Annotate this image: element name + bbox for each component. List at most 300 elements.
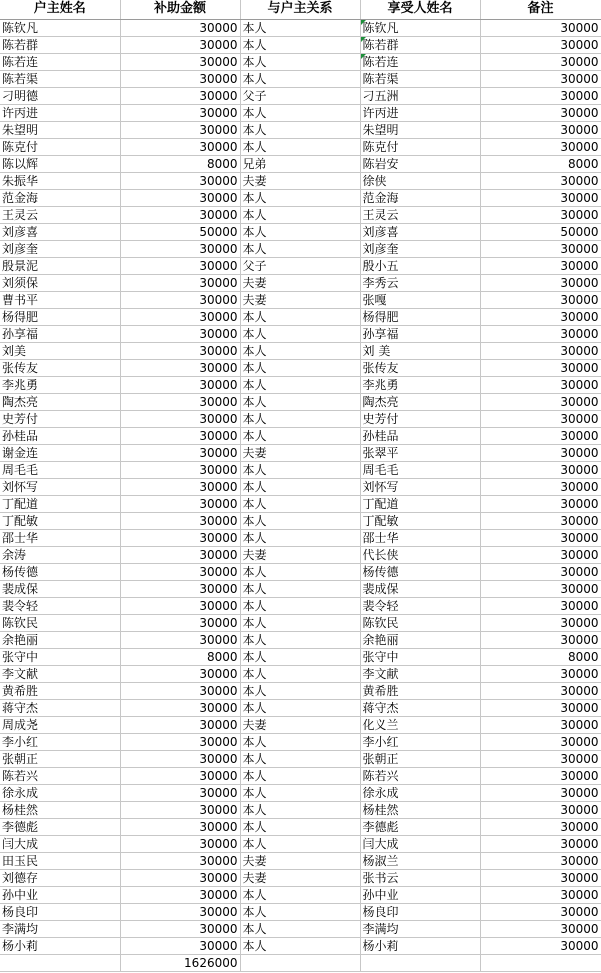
remarks-cell[interactable]: 30000 [480, 359, 601, 376]
table-row [0, 563, 601, 580]
remarks-cell[interactable]: 30000 [480, 750, 601, 767]
household-name-cell[interactable]: 殷景泥 [0, 257, 120, 274]
header-household-name[interactable]: 户主姓名 [0, 0, 120, 19]
beneficiary-name-cell[interactable]: 李德彪 [360, 818, 480, 835]
subsidy-amount-cell[interactable]: 30000 [120, 869, 240, 886]
remarks-cell[interactable]: 30000 [480, 869, 601, 886]
remarks-cell[interactable]: 30000 [480, 291, 601, 308]
household-name-cell[interactable]: 余涛 [0, 546, 120, 563]
household-name-cell[interactable]: 李满均 [0, 920, 120, 937]
subsidy-amount-cell[interactable]: 30000 [120, 104, 240, 121]
table-row [0, 36, 601, 53]
subsidy-amount-cell[interactable]: 30000 [120, 818, 240, 835]
subsidy-amount-cell[interactable]: 30000 [120, 138, 240, 155]
subsidy-amount-cell[interactable]: 30000 [120, 206, 240, 223]
household-name-cell[interactable]: 丁配道 [0, 495, 120, 512]
header-subsidy-amount[interactable]: 补助金额 [120, 0, 240, 19]
household-name-cell[interactable]: 杨桂然 [0, 801, 120, 818]
household-name-cell[interactable]: 蒋守杰 [0, 699, 120, 716]
subsidy-amount-cell[interactable]: 30000 [120, 614, 240, 631]
remarks-cell[interactable]: 30000 [480, 886, 601, 903]
subsidy-amount-cell[interactable]: 30000 [120, 920, 240, 937]
subsidy-amount-cell[interactable]: 30000 [120, 325, 240, 342]
beneficiary-name-cell[interactable]: 杨传德 [360, 563, 480, 580]
relationship-cell[interactable]: 夫妻 [240, 546, 360, 563]
remarks-cell[interactable]: 30000 [480, 36, 601, 53]
subsidy-amount-cell[interactable]: 30000 [120, 427, 240, 444]
relationship-cell[interactable]: 本人 [240, 580, 360, 597]
relationship-cell[interactable]: 本人 [240, 631, 360, 648]
relationship-cell[interactable]: 本人 [240, 512, 360, 529]
household-name-cell[interactable]: 李兆勇 [0, 376, 120, 393]
household-name-cell[interactable]: 黄希胜 [0, 682, 120, 699]
remarks-cell[interactable]: 30000 [480, 818, 601, 835]
household-name-cell[interactable]: 刘德存 [0, 869, 120, 886]
beneficiary-name-cell[interactable]: 许丙进 [360, 104, 480, 121]
beneficiary-name-cell[interactable]: 孙中业 [360, 886, 480, 903]
beneficiary-name-cell[interactable]: 丁配道 [360, 495, 480, 512]
subsidy-amount-cell[interactable]: 30000 [120, 495, 240, 512]
remarks-cell[interactable]: 30000 [480, 920, 601, 937]
beneficiary-name-cell[interactable]: 陈克付 [360, 138, 480, 155]
remarks-cell[interactable]: 30000 [480, 580, 601, 597]
subsidy-amount-cell[interactable]: 30000 [120, 342, 240, 359]
beneficiary-name-cell[interactable]: 邵士华 [360, 529, 480, 546]
household-name-cell[interactable]: 刘美 [0, 342, 120, 359]
beneficiary-name-cell[interactable]: 张嘎 [360, 291, 480, 308]
household-name-cell[interactable]: 徐永成 [0, 784, 120, 801]
remarks-cell[interactable]: 30000 [480, 104, 601, 121]
remarks-cell[interactable]: 30000 [480, 495, 601, 512]
household-name-cell[interactable]: 陈若渠 [0, 70, 120, 87]
household-name-cell[interactable]: 杨传德 [0, 563, 120, 580]
remarks-cell[interactable]: 30000 [480, 801, 601, 818]
beneficiary-name-cell[interactable]: 孙桂品 [360, 427, 480, 444]
beneficiary-name-cell[interactable]: 代长侠 [360, 546, 480, 563]
household-name-cell[interactable]: 丁配敏 [0, 512, 120, 529]
beneficiary-name-cell[interactable]: 张书云 [360, 869, 480, 886]
relationship-cell[interactable]: 本人 [240, 750, 360, 767]
total-row [0, 954, 601, 971]
relationship-cell[interactable]: 本人 [240, 461, 360, 478]
relationship-cell[interactable]: 本人 [240, 733, 360, 750]
table-row [0, 614, 601, 631]
relationship-cell[interactable]: 夫妻 [240, 852, 360, 869]
beneficiary-name-cell[interactable]: 陈若群 [360, 36, 480, 53]
household-name-cell[interactable]: 李小红 [0, 733, 120, 750]
beneficiary-name-cell[interactable]: 张翠平 [360, 444, 480, 461]
beneficiary-name-cell[interactable]: 化义兰 [360, 716, 480, 733]
household-name-cell[interactable]: 朱振华 [0, 172, 120, 189]
subsidy-amount-cell[interactable]: 30000 [120, 580, 240, 597]
household-name-cell[interactable]: 史芳付 [0, 410, 120, 427]
table-row [0, 70, 601, 87]
beneficiary-name-cell[interactable]: 徐侠 [360, 172, 480, 189]
subsidy-amount-cell[interactable]: 30000 [120, 274, 240, 291]
relationship-cell[interactable]: 本人 [240, 376, 360, 393]
subsidy-amount-cell[interactable]: 30000 [120, 886, 240, 903]
beneficiary-name-cell[interactable]: 陈若连 [360, 53, 480, 70]
relationship-cell[interactable]: 本人 [240, 937, 360, 954]
household-name-cell[interactable]: 王灵云 [0, 206, 120, 223]
subsidy-amount-cell[interactable]: 30000 [120, 376, 240, 393]
table-row [0, 410, 601, 427]
household-name-cell[interactable]: 张守中 [0, 648, 120, 665]
relationship-cell[interactable]: 本人 [240, 410, 360, 427]
subsidy-amount-cell[interactable]: 30000 [120, 87, 240, 104]
table-row [0, 495, 601, 512]
remarks-cell[interactable]: 30000 [480, 546, 601, 563]
relationship-cell[interactable]: 本人 [240, 189, 360, 206]
subsidy-amount-cell[interactable]: 30000 [120, 172, 240, 189]
beneficiary-name-cell[interactable]: 朱望明 [360, 121, 480, 138]
remarks-cell[interactable]: 30000 [480, 835, 601, 852]
relationship-cell[interactable]: 本人 [240, 104, 360, 121]
beneficiary-name-cell[interactable]: 陈钦民 [360, 614, 480, 631]
subsidy-amount-cell[interactable]: 30000 [120, 767, 240, 784]
household-name-cell[interactable]: 孙享福 [0, 325, 120, 342]
subsidy-amount-cell[interactable]: 30000 [120, 835, 240, 852]
remarks-cell[interactable]: 30000 [480, 665, 601, 682]
household-name-cell[interactable]: 陈以辉 [0, 155, 120, 172]
relationship-cell[interactable]: 本人 [240, 648, 360, 665]
remarks-cell[interactable]: 30000 [480, 682, 601, 699]
subsidy-amount-cell[interactable]: 30000 [120, 937, 240, 954]
relationship-cell[interactable]: 本人 [240, 597, 360, 614]
beneficiary-name-cell[interactable]: 张守中 [360, 648, 480, 665]
relationship-cell[interactable]: 本人 [240, 342, 360, 359]
beneficiary-name-cell[interactable]: 王灵云 [360, 206, 480, 223]
total-amount-cell[interactable]: 1626000 [120, 954, 240, 971]
remarks-cell[interactable]: 30000 [480, 852, 601, 869]
remarks-cell[interactable]: 30000 [480, 597, 601, 614]
household-name-cell[interactable]: 裴令轻 [0, 597, 120, 614]
relationship-cell[interactable]: 本人 [240, 240, 360, 257]
beneficiary-name-cell[interactable]: 余艳丽 [360, 631, 480, 648]
subsidy-amount-cell[interactable]: 30000 [120, 393, 240, 410]
remarks-cell[interactable]: 8000 [480, 155, 601, 172]
remarks-cell[interactable]: 30000 [480, 903, 601, 920]
relationship-cell[interactable]: 本人 [240, 784, 360, 801]
household-name-cell[interactable]: 陈钦民 [0, 614, 120, 631]
household-name-cell[interactable]: 杨得肥 [0, 308, 120, 325]
subsidy-amount-cell[interactable]: 30000 [120, 19, 240, 36]
relationship-cell[interactable]: 本人 [240, 801, 360, 818]
remarks-cell[interactable]: 30000 [480, 325, 601, 342]
relationship-cell[interactable]: 本人 [240, 495, 360, 512]
household-name-cell[interactable]: 刘彦奎 [0, 240, 120, 257]
table-row [0, 835, 601, 852]
relationship-cell[interactable]: 本人 [240, 325, 360, 342]
remarks-cell[interactable]: 30000 [480, 444, 601, 461]
relationship-cell[interactable]: 夫妻 [240, 716, 360, 733]
subsidy-amount-cell[interactable]: 30000 [120, 121, 240, 138]
beneficiary-name-cell[interactable]: 刘彦奎 [360, 240, 480, 257]
beneficiary-name-cell[interactable]: 陶杰亮 [360, 393, 480, 410]
subsidy-amount-cell[interactable]: 30000 [120, 699, 240, 716]
remarks-cell[interactable]: 30000 [480, 512, 601, 529]
remarks-cell[interactable]: 30000 [480, 733, 601, 750]
subsidy-amount-cell[interactable]: 8000 [120, 155, 240, 172]
relationship-cell[interactable]: 本人 [240, 529, 360, 546]
household-name-cell[interactable]: 谢金连 [0, 444, 120, 461]
relationship-cell[interactable]: 本人 [240, 53, 360, 70]
remarks-cell[interactable]: 30000 [480, 240, 601, 257]
relationship-cell[interactable]: 夫妻 [240, 291, 360, 308]
relationship-cell[interactable]: 本人 [240, 920, 360, 937]
remarks-cell[interactable]: 30000 [480, 172, 601, 189]
beneficiary-name-cell[interactable]: 刘怀写 [360, 478, 480, 495]
remarks-cell[interactable]: 30000 [480, 342, 601, 359]
relationship-cell[interactable]: 本人 [240, 121, 360, 138]
relationship-cell[interactable]: 本人 [240, 427, 360, 444]
subsidy-amount-cell[interactable]: 30000 [120, 410, 240, 427]
subsidy-amount-cell[interactable]: 30000 [120, 631, 240, 648]
relationship-cell[interactable]: 本人 [240, 886, 360, 903]
remarks-cell[interactable]: 30000 [480, 70, 601, 87]
subsidy-amount-cell[interactable]: 30000 [120, 903, 240, 920]
remarks-cell[interactable]: 30000 [480, 410, 601, 427]
table-row [0, 376, 601, 393]
remarks-cell[interactable]: 30000 [480, 427, 601, 444]
household-name-cell[interactable]: 刘彦喜 [0, 223, 120, 240]
beneficiary-name-cell[interactable]: 刘 美 [360, 342, 480, 359]
beneficiary-name-cell[interactable]: 李兆勇 [360, 376, 480, 393]
household-name-cell[interactable]: 闫大成 [0, 835, 120, 852]
relationship-cell[interactable]: 本人 [240, 19, 360, 36]
total-empty-cell[interactable] [0, 954, 120, 971]
relationship-cell[interactable]: 本人 [240, 665, 360, 682]
remarks-cell[interactable]: 30000 [480, 87, 601, 104]
household-name-cell[interactable]: 朱望明 [0, 121, 120, 138]
remarks-cell[interactable]: 30000 [480, 478, 601, 495]
remarks-cell[interactable]: 30000 [480, 393, 601, 410]
beneficiary-name-cell[interactable]: 殷小五 [360, 257, 480, 274]
relationship-cell[interactable]: 本人 [240, 70, 360, 87]
beneficiary-name-cell[interactable]: 张朝正 [360, 750, 480, 767]
household-name-cell[interactable]: 孙桂品 [0, 427, 120, 444]
household-name-cell[interactable]: 陈若兴 [0, 767, 120, 784]
subsidy-amount-cell[interactable]: 50000 [120, 223, 240, 240]
beneficiary-name-cell[interactable]: 杨淑兰 [360, 852, 480, 869]
subsidy-amount-cell[interactable]: 30000 [120, 529, 240, 546]
household-name-cell[interactable]: 刘须保 [0, 274, 120, 291]
subsidy-amount-cell[interactable]: 30000 [120, 750, 240, 767]
beneficiary-name-cell[interactable]: 闫大成 [360, 835, 480, 852]
remarks-cell[interactable]: 30000 [480, 461, 601, 478]
relationship-cell[interactable]: 本人 [240, 614, 360, 631]
header-remarks[interactable]: 备注 [480, 0, 601, 19]
beneficiary-name-cell[interactable]: 刁五洲 [360, 87, 480, 104]
subsidy-amount-cell[interactable]: 30000 [120, 733, 240, 750]
subsidy-amount-cell[interactable]: 30000 [120, 359, 240, 376]
beneficiary-name-cell[interactable]: 陈若渠 [360, 70, 480, 87]
household-name-cell[interactable]: 杨良印 [0, 903, 120, 920]
subsidy-amount-cell[interactable]: 30000 [120, 852, 240, 869]
beneficiary-name-cell[interactable]: 陈岩安 [360, 155, 480, 172]
remarks-cell[interactable]: 30000 [480, 716, 601, 733]
subsidy-amount-cell[interactable]: 30000 [120, 189, 240, 206]
remarks-cell[interactable]: 30000 [480, 563, 601, 580]
household-name-cell[interactable]: 裴成保 [0, 580, 120, 597]
relationship-cell[interactable]: 本人 [240, 835, 360, 852]
table-body [0, 19, 601, 971]
subsidy-amount-cell[interactable]: 30000 [120, 36, 240, 53]
beneficiary-name-cell[interactable]: 李文献 [360, 665, 480, 682]
beneficiary-name-cell[interactable]: 李小红 [360, 733, 480, 750]
relationship-cell[interactable]: 本人 [240, 36, 360, 53]
total-empty-cell[interactable] [360, 954, 480, 971]
beneficiary-name-cell[interactable]: 杨得肥 [360, 308, 480, 325]
beneficiary-name-cell[interactable]: 杨桂然 [360, 801, 480, 818]
remarks-cell[interactable]: 30000 [480, 121, 601, 138]
household-name-cell[interactable]: 杨小莉 [0, 937, 120, 954]
beneficiary-name-cell[interactable]: 丁配敏 [360, 512, 480, 529]
relationship-cell[interactable]: 夫妻 [240, 869, 360, 886]
subsidy-amount-cell[interactable]: 30000 [120, 682, 240, 699]
household-name-cell[interactable]: 曹书平 [0, 291, 120, 308]
remarks-cell[interactable]: 30000 [480, 631, 601, 648]
header-beneficiary-name[interactable]: 享受人姓名 [360, 0, 480, 19]
subsidy-amount-cell[interactable]: 30000 [120, 70, 240, 87]
table-row [0, 478, 601, 495]
remarks-cell[interactable]: 30000 [480, 19, 601, 36]
subsidy-amount-cell[interactable]: 30000 [120, 665, 240, 682]
beneficiary-name-cell[interactable]: 刘彦喜 [360, 223, 480, 240]
beneficiary-name-cell[interactable]: 张传友 [360, 359, 480, 376]
subsidy-amount-cell[interactable]: 30000 [120, 784, 240, 801]
household-name-cell[interactable]: 张传友 [0, 359, 120, 376]
total-empty-cell[interactable] [480, 954, 601, 971]
remarks-cell[interactable]: 30000 [480, 937, 601, 954]
remarks-cell[interactable]: 30000 [480, 138, 601, 155]
subsidy-amount-cell[interactable]: 30000 [120, 257, 240, 274]
relationship-cell[interactable]: 本人 [240, 682, 360, 699]
remarks-cell[interactable]: 8000 [480, 648, 601, 665]
beneficiary-name-cell[interactable]: 陈钦凡 [360, 19, 480, 36]
household-name-cell[interactable]: 田玉民 [0, 852, 120, 869]
relationship-cell[interactable]: 父子 [240, 87, 360, 104]
household-name-cell[interactable]: 许丙进 [0, 104, 120, 121]
table-row [0, 53, 601, 70]
subsidy-amount-cell[interactable]: 30000 [120, 512, 240, 529]
remarks-cell[interactable]: 30000 [480, 529, 601, 546]
remarks-cell[interactable]: 30000 [480, 376, 601, 393]
household-name-cell[interactable]: 邵士华 [0, 529, 120, 546]
table-row [0, 869, 601, 886]
beneficiary-name-cell[interactable]: 蒋守杰 [360, 699, 480, 716]
remarks-cell[interactable]: 30000 [480, 206, 601, 223]
subsidy-amount-cell[interactable]: 30000 [120, 716, 240, 733]
subsidy-amount-cell[interactable]: 30000 [120, 563, 240, 580]
household-name-cell[interactable]: 陈若群 [0, 36, 120, 53]
remarks-cell[interactable]: 30000 [480, 308, 601, 325]
household-name-cell[interactable]: 李德彪 [0, 818, 120, 835]
beneficiary-name-cell[interactable]: 史芳付 [360, 410, 480, 427]
beneficiary-name-cell[interactable]: 周毛毛 [360, 461, 480, 478]
relationship-cell[interactable]: 夫妻 [240, 274, 360, 291]
subsidy-amount-cell[interactable]: 30000 [120, 461, 240, 478]
relationship-cell[interactable]: 本人 [240, 138, 360, 155]
subsidy-amount-cell[interactable]: 30000 [120, 53, 240, 70]
remarks-cell[interactable]: 30000 [480, 614, 601, 631]
beneficiary-name-cell[interactable]: 杨良印 [360, 903, 480, 920]
subsidy-amount-cell[interactable]: 30000 [120, 801, 240, 818]
remarks-cell[interactable]: 30000 [480, 189, 601, 206]
household-name-cell[interactable]: 张朝正 [0, 750, 120, 767]
subsidy-amount-cell[interactable]: 30000 [120, 308, 240, 325]
relationship-cell[interactable]: 夫妻 [240, 172, 360, 189]
beneficiary-name-cell[interactable]: 裴令轻 [360, 597, 480, 614]
table-row [0, 138, 601, 155]
remarks-cell[interactable]: 30000 [480, 767, 601, 784]
subsidy-amount-cell[interactable]: 30000 [120, 291, 240, 308]
remarks-cell[interactable]: 30000 [480, 257, 601, 274]
subsidy-amount-cell[interactable]: 30000 [120, 546, 240, 563]
relationship-cell[interactable]: 本人 [240, 393, 360, 410]
beneficiary-name-cell[interactable]: 杨小莉 [360, 937, 480, 954]
household-name-cell[interactable]: 李文献 [0, 665, 120, 682]
household-name-cell[interactable]: 刘怀写 [0, 478, 120, 495]
beneficiary-name-cell[interactable]: 陈若兴 [360, 767, 480, 784]
header-relationship[interactable]: 与户主关系 [240, 0, 360, 19]
household-name-cell[interactable]: 余艳丽 [0, 631, 120, 648]
relationship-cell[interactable]: 本人 [240, 903, 360, 920]
relationship-cell[interactable]: 本人 [240, 767, 360, 784]
relationship-cell[interactable]: 兄弟 [240, 155, 360, 172]
remarks-cell[interactable]: 30000 [480, 699, 601, 716]
table-row [0, 257, 601, 274]
beneficiary-name-cell[interactable]: 徐永成 [360, 784, 480, 801]
relationship-cell[interactable]: 本人 [240, 359, 360, 376]
beneficiary-name-cell[interactable]: 范金海 [360, 189, 480, 206]
household-name-cell[interactable]: 陈克付 [0, 138, 120, 155]
relationship-cell[interactable]: 本人 [240, 699, 360, 716]
total-empty-cell[interactable] [240, 954, 360, 971]
relationship-cell[interactable]: 本人 [240, 563, 360, 580]
beneficiary-name-cell[interactable]: 黄希胜 [360, 682, 480, 699]
relationship-cell[interactable]: 父子 [240, 257, 360, 274]
beneficiary-name-cell[interactable]: 孙享福 [360, 325, 480, 342]
beneficiary-name-cell[interactable]: 李满均 [360, 920, 480, 937]
beneficiary-name-cell[interactable]: 李秀云 [360, 274, 480, 291]
household-name-cell[interactable]: 刁明德 [0, 87, 120, 104]
relationship-cell[interactable]: 本人 [240, 478, 360, 495]
relationship-cell[interactable]: 本人 [240, 308, 360, 325]
remarks-cell[interactable]: 30000 [480, 784, 601, 801]
relationship-cell[interactable]: 夫妻 [240, 444, 360, 461]
remarks-cell[interactable]: 30000 [480, 274, 601, 291]
relationship-cell[interactable]: 本人 [240, 223, 360, 240]
household-name-cell[interactable]: 周毛毛 [0, 461, 120, 478]
subsidy-amount-cell[interactable]: 30000 [120, 240, 240, 257]
household-name-cell[interactable]: 陈若连 [0, 53, 120, 70]
household-name-cell[interactable]: 范金海 [0, 189, 120, 206]
household-name-cell[interactable]: 周成尧 [0, 716, 120, 733]
household-name-cell[interactable]: 陶杰亮 [0, 393, 120, 410]
household-name-cell[interactable]: 陈钦凡 [0, 19, 120, 36]
subsidy-amount-cell[interactable]: 30000 [120, 444, 240, 461]
remarks-cell[interactable]: 50000 [480, 223, 601, 240]
remarks-cell[interactable]: 30000 [480, 53, 601, 70]
household-name-cell[interactable]: 孙中业 [0, 886, 120, 903]
subsidy-amount-cell[interactable]: 8000 [120, 648, 240, 665]
relationship-cell[interactable]: 本人 [240, 206, 360, 223]
beneficiary-name-cell[interactable]: 裴成保 [360, 580, 480, 597]
subsidy-amount-cell[interactable]: 30000 [120, 478, 240, 495]
relationship-cell[interactable]: 本人 [240, 818, 360, 835]
subsidy-amount-cell[interactable]: 30000 [120, 597, 240, 614]
